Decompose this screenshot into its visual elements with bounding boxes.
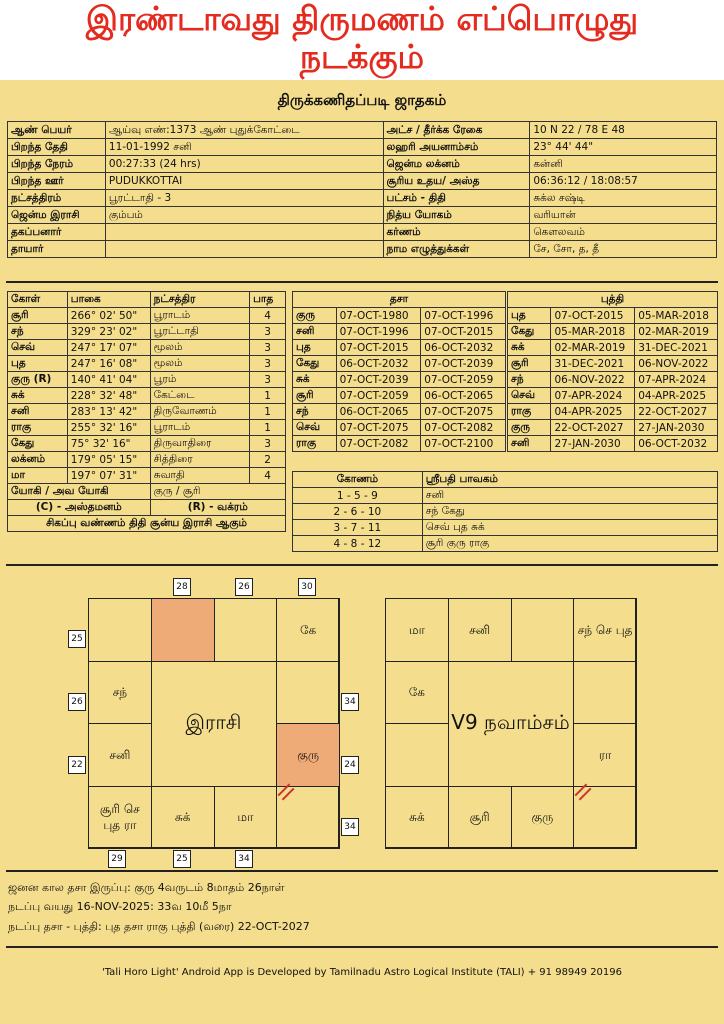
planet-degree: 75° 32' 16" [67, 436, 150, 452]
dasa-row [293, 356, 506, 372]
degree-box: 34 [235, 850, 253, 868]
konam-planets: செவ் புத சுக் [422, 520, 717, 536]
konam-table [292, 471, 718, 552]
house-taurus [214, 598, 278, 662]
bhukti-table [507, 291, 718, 452]
planet-pada: 2 [250, 452, 286, 468]
period-lord: கேது [508, 324, 551, 340]
bhukti-header-row [508, 292, 718, 308]
planet-degree: 179° 05' 15" [67, 452, 150, 468]
house-capricorn [385, 723, 449, 787]
period-end: 06-OCT-2032 [635, 436, 718, 452]
bhukti-row [508, 420, 718, 436]
headline-line-1: இரண்டாவது திருமணம் எப்பொழுது [85, 0, 639, 38]
planet-degree: 283° 13' 42" [67, 404, 150, 420]
separator-line [6, 946, 718, 948]
konam-houses: 3 - 7 - 11 [293, 520, 423, 536]
house-planets: ரா [598, 747, 612, 762]
detail-value [105, 224, 383, 241]
planet-name: சுக் [8, 388, 68, 404]
planet-positions-table [7, 291, 286, 532]
konam-planets: சந் கேது [422, 504, 717, 520]
detail-row [8, 122, 717, 139]
planet-star: பூராடம் [150, 420, 250, 436]
period-start: 07-OCT-1996 [336, 324, 421, 340]
detail-row [8, 156, 717, 173]
house-capricorn [88, 723, 152, 787]
detail-row [8, 190, 717, 207]
konam-houses: 2 - 6 - 10 [293, 504, 423, 520]
yogi-row [8, 484, 286, 500]
planet-degree: 247° 17' 07" [67, 340, 150, 356]
detail-value: PUDUKKOTTAI [105, 173, 383, 190]
konam-planets: சூரி குரு ராகு [422, 536, 717, 552]
konam-row [293, 536, 718, 552]
detail-label: நாம எழுத்துக்கள் [383, 241, 530, 258]
planet-name: குரு (R) [8, 372, 68, 388]
house-cancer [573, 661, 637, 725]
detail-label: நட்சத்திரம் [8, 190, 106, 207]
house-planets: மா [237, 810, 254, 825]
separator-line [6, 870, 718, 872]
horoscope-sheet [0, 80, 724, 1024]
house-pisces [385, 598, 449, 662]
dasa-header-row [293, 292, 506, 308]
planet-star: திருவோணம் [150, 404, 250, 420]
planet-name: புத [8, 356, 68, 372]
planet-pada: 1 [250, 420, 286, 436]
period-lord: சூரி [508, 356, 551, 372]
degree-box: 34 [341, 818, 359, 836]
planet-name: சூரி [8, 308, 68, 324]
planet-star: பூரட்டாதி [150, 324, 250, 340]
period-start: 31-DEC-2021 [551, 356, 635, 372]
period-end: 07-OCT-2039 [421, 356, 506, 372]
bhukti-row [508, 404, 718, 420]
planet-degree: 266° 02' 50" [67, 308, 150, 324]
birth-details-table [7, 121, 717, 258]
house-aries [448, 598, 512, 662]
period-lord: கேது [293, 356, 337, 372]
detail-value: 11-01-1992 சனி [105, 139, 383, 156]
period-start: 22-OCT-2027 [551, 420, 635, 436]
period-lord: குரு [508, 420, 551, 436]
degree-box: 26 [68, 693, 86, 711]
period-lord: சந் [508, 372, 551, 388]
sheet-title: திருக்கணிதப்படி ஜாதகம் [277, 91, 447, 109]
detail-value: கும்பம் [105, 207, 383, 224]
period-end: 07-APR-2024 [635, 372, 718, 388]
planet-pada: 1 [250, 404, 286, 420]
period-end: 31-DEC-2021 [635, 340, 718, 356]
konam-row [293, 520, 718, 536]
period-lord: சுக் [293, 372, 337, 388]
period-end: 07-OCT-2100 [421, 436, 506, 452]
detail-value: சுக்ல சஷ்டி [530, 190, 717, 207]
house-scorpio [151, 786, 215, 850]
konam-planets: சனி [422, 488, 717, 504]
house-sagittarius [88, 786, 152, 850]
column-header: கோணம் [293, 472, 423, 488]
headline [0, 0, 724, 78]
period-lord: செவ் [508, 388, 551, 404]
period-start: 07-OCT-2082 [336, 436, 421, 452]
detail-label: தகப்பனார் [8, 224, 106, 241]
period-end: 22-OCT-2027 [635, 404, 718, 420]
detail-value: பூரட்டாதி - 3 [105, 190, 383, 207]
dasa-row [293, 372, 506, 388]
detail-row [8, 241, 717, 258]
period-start: 07-OCT-2075 [336, 420, 421, 436]
degree-box: 22 [68, 756, 86, 774]
planet-pada: 3 [250, 436, 286, 452]
house-leo [276, 723, 340, 787]
period-lord: புத [293, 340, 337, 356]
detail-value: கன்னி [530, 156, 717, 173]
period-end: 27-JAN-2030 [635, 420, 718, 436]
house-aquarius [385, 661, 449, 725]
legend-row [8, 500, 286, 516]
konam-row [293, 504, 718, 520]
period-lord: சந் [293, 404, 337, 420]
dasa-row [293, 388, 506, 404]
period-lord: சுக் [508, 340, 551, 356]
navamsa-chart [385, 598, 636, 848]
house-libra [511, 786, 575, 850]
degree-box: 34 [341, 693, 359, 711]
house-taurus [511, 598, 575, 662]
dasa-row [293, 404, 506, 420]
app-credit: 'Tali Horo Light' Android App is Developed by Tamilnadu Astro Logical Institute (TALI) + 91 98949 20196 [101, 967, 623, 978]
planet-name: கேது [8, 436, 68, 452]
current-age-text: நடப்பு வயது 16-NOV-2025: 33வ 10மீ 5நா [8, 900, 232, 913]
period-lord: சனி [293, 324, 337, 340]
planet-degree: 255° 32' 16" [67, 420, 150, 436]
degree-box: 28 [173, 578, 191, 596]
house-planets: சனி [469, 622, 491, 637]
house-gemini [573, 598, 637, 662]
detail-label: லஹரி அயனாம்சம் [383, 139, 530, 156]
column-header: தசா [293, 292, 506, 308]
column-header: பாத [250, 292, 286, 308]
planet-name: மா [8, 468, 68, 484]
bhukti-row [508, 372, 718, 388]
period-end: 07-OCT-2059 [421, 372, 506, 388]
planet-degree: 197° 07' 31" [67, 468, 150, 484]
degree-box: 26 [235, 578, 253, 596]
period-end: 05-MAR-2018 [635, 308, 718, 324]
period-lord: குரு [293, 308, 337, 324]
bhukti-row [508, 356, 718, 372]
planet-row [8, 308, 286, 324]
planet-name: சந் [8, 324, 68, 340]
planet-degree: 329° 23' 02" [67, 324, 150, 340]
column-header: புத்தி [508, 292, 718, 308]
chart-center-label: V9 நவாம்சம் [451, 709, 570, 734]
house-planets: சனி [109, 747, 131, 762]
period-end: 07-OCT-2015 [421, 324, 506, 340]
detail-value: ஆய்வு எண்:1373 ஆண் புதுக்கோட்டை [105, 122, 383, 139]
detail-label: ஆண் பெயர் [8, 122, 106, 139]
planet-name: செவ் [8, 340, 68, 356]
dasa-row [293, 340, 506, 356]
planet-name: சனி [8, 404, 68, 420]
headline-line-2: நடக்கும் [299, 37, 425, 76]
degree-box: 30 [298, 578, 316, 596]
yogi-value: குரு / சூரி [150, 484, 285, 500]
house-leo [573, 723, 637, 787]
konam-header-row [293, 472, 718, 488]
detail-value: 23° 44' 44" [530, 139, 717, 156]
period-end: 02-MAR-2019 [635, 324, 718, 340]
dasa-table [292, 291, 506, 452]
degree-box: 29 [108, 850, 126, 868]
detail-label: சூரிய உதய/ அஸ்த [383, 173, 530, 190]
planet-row [8, 356, 286, 372]
house-planets: குரு [297, 747, 319, 762]
period-lord: புத [508, 308, 551, 324]
period-start: 07-OCT-1980 [336, 308, 421, 324]
house-planets: சந் செ புத [577, 622, 633, 637]
detail-label: பிறந்த தேதி [8, 139, 106, 156]
planet-row [8, 340, 286, 356]
planet-pada: 3 [250, 372, 286, 388]
detail-label: ஜென்ம லக்னம் [383, 156, 530, 173]
house-libra [214, 786, 278, 850]
column-header: ஸ்ரீபதி பாவகம் [422, 472, 717, 488]
planet-degree: 228° 32' 48" [67, 388, 150, 404]
period-lord: சூரி [293, 388, 337, 404]
planet-star: திருவாதிரை [150, 436, 250, 452]
period-end: 07-OCT-2075 [421, 404, 506, 420]
dasa-row [293, 308, 506, 324]
period-start: 06-OCT-2032 [336, 356, 421, 372]
detail-row [8, 173, 717, 190]
planet-pada: 1 [250, 388, 286, 404]
combust-legend: (C) - அஸ்தமனம் [8, 500, 151, 516]
dasa-row [293, 436, 506, 452]
bhukti-row [508, 308, 718, 324]
planet-star: சித்திரை [150, 452, 250, 468]
house-sagittarius [385, 786, 449, 850]
period-lord: ராகு [508, 404, 551, 420]
period-start: 07-APR-2024 [551, 388, 635, 404]
konam-houses: 4 - 8 - 12 [293, 536, 423, 552]
period-end: 07-OCT-1996 [421, 308, 506, 324]
detail-row [8, 139, 717, 156]
planet-row [8, 324, 286, 340]
bhukti-row [508, 436, 718, 452]
period-lord: சனி [508, 436, 551, 452]
bhukti-row [508, 324, 718, 340]
house-pisces [88, 598, 152, 662]
period-lord: செவ் [293, 420, 337, 436]
degree-box: 24 [341, 756, 359, 774]
period-start: 07-OCT-2039 [336, 372, 421, 388]
detail-label: பட்சம் - திதி [383, 190, 530, 207]
current-dasa-text: நடப்பு தசா - புத்தி: புத தசா ராகு புத்தி (வரை) 22-OCT-2027 [8, 920, 310, 933]
detail-label: ஜென்ம இராசி [8, 207, 106, 224]
detail-row [8, 207, 717, 224]
planet-row [8, 468, 286, 484]
separator-line [6, 564, 718, 566]
bhukti-row [508, 388, 718, 404]
degree-box: 25 [173, 850, 191, 868]
detail-value [105, 241, 383, 258]
detail-label: அட்ச / தீர்க்க ரேகை [383, 122, 530, 139]
detail-label: நித்ய யோகம் [383, 207, 530, 224]
sunya-note: சிகப்பு வண்ணம் திதி சூன்ய இராசி ஆகும் [8, 516, 286, 532]
detail-row [8, 224, 717, 241]
detail-label: பிறந்த ஊர் [8, 173, 106, 190]
house-cancer [276, 661, 340, 725]
planet-degree: 247° 16' 08" [67, 356, 150, 372]
rasi-chart [71, 582, 356, 864]
chart-center-label: இராசி [185, 709, 242, 734]
period-start: 07-OCT-2059 [336, 388, 421, 404]
house-planets: சுக் [174, 810, 191, 825]
planet-star: கேட்டை [150, 388, 250, 404]
period-start: 06-NOV-2022 [551, 372, 635, 388]
detail-value: கௌலவம் [530, 224, 717, 241]
period-start: 05-MAR-2018 [551, 324, 635, 340]
detail-label: கர்ணம் [383, 224, 530, 241]
planet-name: லக்னம் [8, 452, 68, 468]
planet-row [8, 404, 286, 420]
house-planets: சூரி [469, 810, 490, 825]
house-planets: சந் [112, 685, 128, 700]
period-end: 06-OCT-2065 [421, 388, 506, 404]
planet-name: ராகு [8, 420, 68, 436]
dasa-row [293, 324, 506, 340]
planet-pada: 4 [250, 308, 286, 324]
konam-houses: 1 - 5 - 9 [293, 488, 423, 504]
planet-star: பூரம் [150, 372, 250, 388]
house-planets: சூரி செ புத ரா [99, 802, 140, 833]
house-planets: குரு [531, 810, 554, 825]
detail-value: 10 N 22 / 78 E 48 [530, 122, 717, 139]
planet-row [8, 420, 286, 436]
house-planets: கே [408, 685, 425, 700]
planet-star: மூலம் [150, 340, 250, 356]
period-lord: ராகு [293, 436, 337, 452]
detail-value: வரியான் [530, 207, 717, 224]
column-header: பாகை [67, 292, 150, 308]
konam-row [293, 488, 718, 504]
column-header: நட்சத்திர [150, 292, 250, 308]
detail-label: தாயார் [8, 241, 106, 258]
planet-pada: 3 [250, 324, 286, 340]
house-scorpio [448, 786, 512, 850]
house-aquarius [88, 661, 152, 725]
dasa-balance-text: ஜனன கால தசா இருப்பு: குரு 4வருடம் 8மாதம் 26நாள் [8, 881, 285, 894]
dasa-row [293, 420, 506, 436]
retro-legend: (R) - வக்ரம் [150, 500, 285, 516]
period-end: 04-APR-2025 [635, 388, 718, 404]
planet-header-row [8, 292, 286, 308]
planet-degree: 140° 41' 04" [67, 372, 150, 388]
column-header: கோள் [8, 292, 68, 308]
period-start: 07-OCT-2015 [336, 340, 421, 356]
period-end: 06-OCT-2032 [421, 340, 506, 356]
period-start: 27-JAN-2030 [551, 436, 635, 452]
yogi-label: யோகி / அவ யோகி [8, 484, 151, 500]
detail-value: 00:27:33 (24 hrs) [105, 156, 383, 173]
house-aries [151, 598, 215, 662]
planet-star: பூராடம் [150, 308, 250, 324]
planet-pada: 4 [250, 468, 286, 484]
period-end: 07-OCT-2082 [421, 420, 506, 436]
house-planets: மா [408, 622, 425, 637]
detail-value: 06:36:12 / 18:08:57 [530, 173, 717, 190]
degree-box: 25 [68, 630, 86, 648]
planet-row [8, 436, 286, 452]
period-start: 07-OCT-2015 [551, 308, 635, 324]
bhukti-row [508, 340, 718, 356]
period-start: 04-APR-2025 [551, 404, 635, 420]
planet-star: மூலம் [150, 356, 250, 372]
period-start: 06-OCT-2065 [336, 404, 421, 420]
house-planets: சுக் [409, 810, 425, 825]
detail-label: பிறந்த நேரம் [8, 156, 106, 173]
planet-star: சுவாதி [150, 468, 250, 484]
house-gemini [276, 598, 340, 662]
planet-pada: 3 [250, 356, 286, 372]
period-end: 06-NOV-2022 [635, 356, 718, 372]
planet-pada: 3 [250, 340, 286, 356]
separator-line [6, 281, 718, 283]
planet-row [8, 372, 286, 388]
planet-row [8, 452, 286, 468]
planet-row [8, 388, 286, 404]
note-row [8, 516, 286, 532]
period-start: 02-MAR-2019 [551, 340, 635, 356]
house-planets: கே [300, 622, 317, 637]
detail-value: சே, சோ, த, தீ [530, 241, 717, 258]
